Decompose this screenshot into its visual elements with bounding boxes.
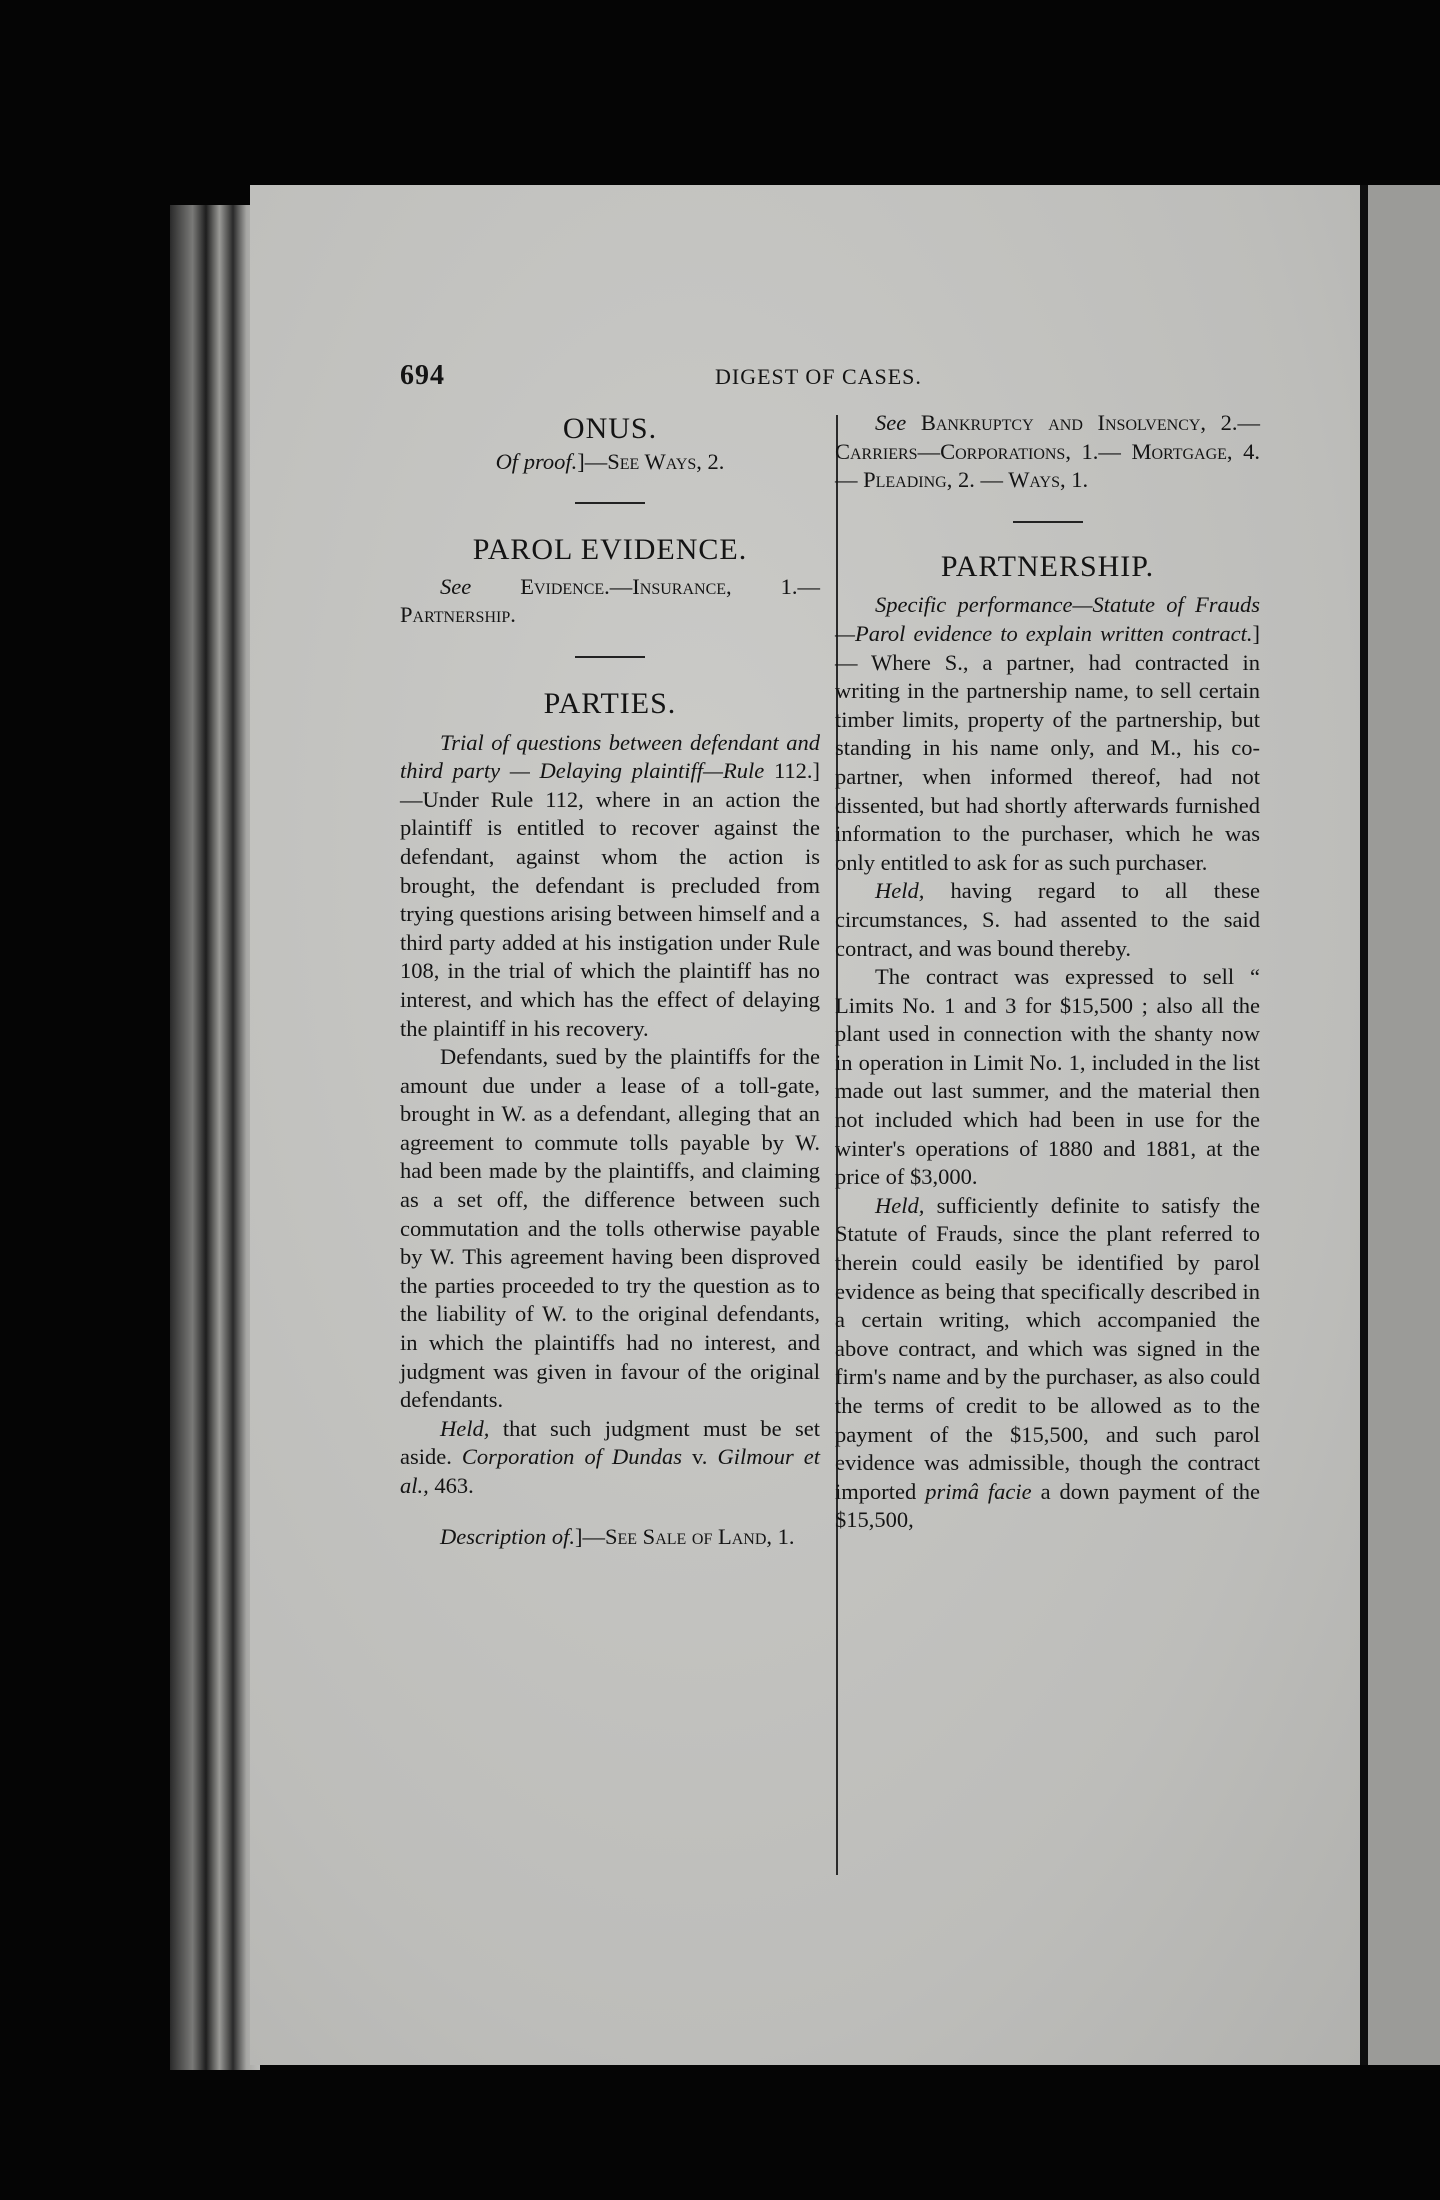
onus-entry-lead: Of proof. xyxy=(495,448,578,474)
book-gutter-edge xyxy=(170,205,260,2070)
parties-paragraph-2: Defendants, sued by the plaintiffs for the amount due under a lease of a toll-gate, brought in W. as a defendant, alleging that an agreement to commute tolls payable by W. had been made by the plaintiffs, and claiming as a set off, the difference between such commutation and the tolls otherwise payable by W. This agreement having been disproved the parties proceeded to try the question as to the liability of W. to the original defendants, in which the plaintiffs had no interest, and judgment was given in favour of the original defendants. xyxy=(400,1044,820,1413)
partnership-held-1 xyxy=(835,877,1260,963)
parties-lead: Trial of questions between defendant and third party — Delaying plaintiff—Rule xyxy=(400,729,820,784)
case-name-2: Gilmour et al., xyxy=(400,1444,820,1498)
heading-onus: ONUS. xyxy=(562,412,658,445)
held-text-a: sufficiently definite to satisfy the Statute of Frauds, since the plant referred to therein could easily be identified by parol evidence as being that specifically described in a certain writing, which accompanied the above contract, and which was signed in the firm's name and by the purchaser, as also could the terms of credit to be allowed as to the payment of the $15,500, and such parol evidence was admissible, though the contract imported xyxy=(835,1192,1261,1504)
held-label: Held, xyxy=(875,878,925,904)
heading-partnership: PARTNERSHIP. xyxy=(940,549,1155,583)
see-references xyxy=(835,409,1260,495)
parol-see: See xyxy=(440,573,472,599)
left-column xyxy=(400,403,820,1551)
see-refs: Bankruptcy and Insolvency, 2.—Carriers—Corporations, 1.— Mortgage, 4. — Pleading, 2. — Ways, 1. xyxy=(835,410,1261,493)
case-page: 463. xyxy=(434,1473,474,1498)
see-label: See xyxy=(875,410,907,435)
page-header xyxy=(400,360,1200,400)
page-number: 694 xyxy=(400,360,445,391)
heading-parties: PARTIES. xyxy=(543,686,677,720)
description-ref: ]—See Sale of Land, 1. xyxy=(575,1523,795,1549)
held-text: that such judgment must be set aside. xyxy=(400,1415,821,1470)
right-column xyxy=(835,403,1260,1535)
partnership-text: ] — Where S., a partner, had contracted in writing in the partnership name, to sell certain timber limits, property of the partnership, but standing in his name only, and M., his co-partner, when informed thereof, had not dissented, but had shortly afterwards furnished information to the purchaser, which he was only entitled to ask for as such purchaser. xyxy=(835,620,1260,875)
description-entry xyxy=(400,1523,820,1552)
running-head: DIGEST OF CASES. xyxy=(715,364,922,389)
onus-entry-ref: ]—See Ways, 2. xyxy=(577,448,725,474)
partnership-held-2 xyxy=(835,1192,1260,1535)
parties-text: 112.]—Under Rule 112, where in an action the plaintiff is entitled to recover against the defendant, against whom the action is brought, the defendant is precluded from trying questions arising between himself and a third party added at his instigation under Rule 108, in the trial of which the plaintiff has no interest, and which has the effect of delaying the plaintiff in his recovery. xyxy=(400,758,820,1041)
onus-entry xyxy=(400,448,820,477)
held-label: Held, xyxy=(440,1415,490,1441)
parol-evidence-entry xyxy=(400,573,820,630)
case-versus: v. xyxy=(692,1444,708,1470)
held-label: Held, xyxy=(875,1192,925,1218)
facing-page-edge xyxy=(1360,185,1440,2065)
held-text-b: a down payment of the $15,500, xyxy=(835,1478,1261,1533)
contract-paragraph: The contract was expressed to sell “ Limits No. 1 and 3 for $15,500 ; also all the plant used in connection with the shanty now in operation in Limit No. 1, included in the list made out last summer, and the material then not included which had been in use for the winter's operations of 1880 and 1881, at the price of $3,000. xyxy=(835,964,1260,1190)
book-page xyxy=(250,185,1360,2065)
heading-parol-evidence: PAROL EVIDENCE. xyxy=(472,533,748,567)
parties-entry xyxy=(400,729,820,1044)
case-name: Corporation of Dundas xyxy=(461,1444,682,1470)
description-lead: Description of. xyxy=(440,1523,575,1549)
held-text-italic: primâ facie xyxy=(925,1478,1032,1504)
partnership-lead: Specific performance—Statute of Frauds—Parol evidence to explain written contract. xyxy=(835,592,1260,646)
held-text: having regard to all these circumstances, S. had assented to the said contract, and was bound thereby. xyxy=(835,878,1260,961)
parties-held xyxy=(400,1415,820,1501)
parol-refs: Evidence.—Insurance, 1.— Partnership. xyxy=(400,573,821,628)
partnership-entry xyxy=(835,591,1260,877)
